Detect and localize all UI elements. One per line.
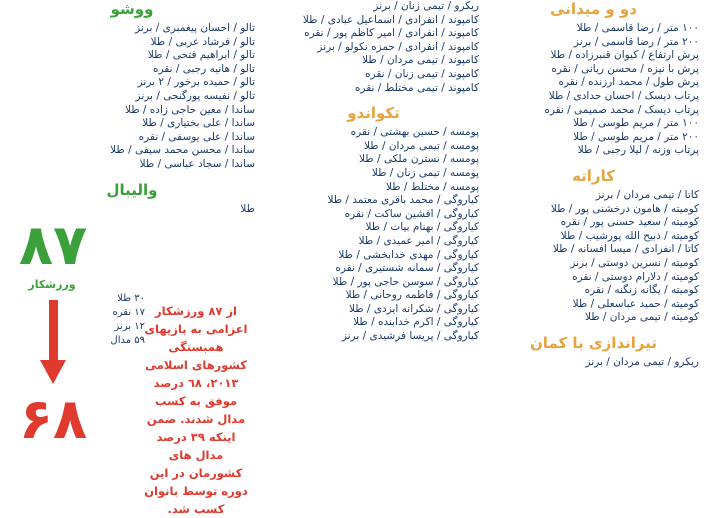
sport-title: کاراته xyxy=(572,166,615,185)
medal-entry: ریکرو / تیمی زنان / برنز xyxy=(373,0,479,12)
medal-entry: کومیته / تیمی مردان / طلا xyxy=(584,311,699,324)
medal-entry: تالو / فرشاد عربی / طلا xyxy=(150,35,255,48)
medal-entry: پومسه / حسین بهشتی / نقره xyxy=(350,126,479,139)
medal-entry: کومیته / نسرین دوستی / برنز xyxy=(570,256,699,269)
medal-count-total: ۵۹ مدال xyxy=(110,335,145,346)
sport-block-karate xyxy=(486,167,701,325)
medal-entry: کومیته / یگانه زنگنه / نقره xyxy=(584,284,699,297)
medal-entry: پرش ارتفاع / کیوان قنبرزاده / طلا xyxy=(550,49,699,62)
medal-entry: پومسه / مختلط / طلا xyxy=(385,180,479,193)
sport-block-wushu xyxy=(7,0,257,172)
medal-entry: ساندا / سجاد عباسی / طلا xyxy=(139,157,255,170)
medal-entry: پرش طول / محمد ارزنده / نقره xyxy=(558,76,699,89)
medal-entry: کیاروگی / افشین ساکت / نقره xyxy=(344,207,479,220)
medal-entry: پرش با نیزه / محسن ریانی / نقره xyxy=(551,62,699,75)
medal-entry: ۱۰۰ متر / مریم طوسی / طلا xyxy=(573,117,699,130)
medal-entry: تالو / احسان پیغمبری / برنز xyxy=(134,22,255,34)
medal-entry: کیاروگی / اکرم خدابنده / طلا xyxy=(353,316,479,329)
medal-count-gold: ۳۰ طلا xyxy=(117,293,145,304)
medal-count-silver: ۱۷ نقره xyxy=(112,307,145,318)
medal-entry: ساندا / محسن محمد سیفی / طلا xyxy=(110,144,255,157)
medal-entry: پومسه / تیمی مردان / طلا xyxy=(364,139,479,152)
sport-block-taekwondo xyxy=(266,104,481,344)
medal-entry: ساندا / علی یوسفی / نقره xyxy=(138,130,255,143)
medal-entry: کامپوند / تیمی مختلط / نقره xyxy=(354,81,479,94)
medal-entry: کیاروگی / سوسن حاجی پور / طلا xyxy=(332,275,479,288)
medal-entry: ساندا / معین حاجی زاده / طلا xyxy=(124,103,255,116)
medal-entry: ۲۰۰ متر / رضا قاسمی / برنز xyxy=(573,35,699,48)
column-middle xyxy=(266,0,481,353)
medal-entry: کومیته / هامون درخشنی پور / طلا xyxy=(550,202,699,215)
sport-title: ووشو xyxy=(110,0,154,18)
sport-title: والیبال xyxy=(106,180,158,199)
medal-entry: تالو / نفیسه پورگنجی / برنز xyxy=(135,89,255,102)
sport-block-archery xyxy=(486,334,701,370)
medal-breakdown xyxy=(89,292,145,348)
medal-entry: طلا xyxy=(240,202,255,215)
medal-entry: کامپوند / انفرادی / اسماعیل عبادی / طلا xyxy=(302,13,479,26)
medal-entry: کومیته / حمید عباسعلی / طلا xyxy=(572,297,699,310)
medal-entry: تالو / هانیه رجبی / نقره xyxy=(153,62,255,75)
medal-entry: کامپوند / انفرادی / حمزه نکولو / برنز xyxy=(317,40,479,53)
medal-entry: کیاروگی / شکرانه ایزدی / طلا xyxy=(348,302,479,315)
medal-entry: کیاروگی / فاطمه روحانی / طلا xyxy=(345,289,479,302)
medal-entry: کیاروگی / سمانه شستیری / نقره xyxy=(335,262,479,275)
sport-block-archery-cont xyxy=(266,0,481,95)
medal-entry: کیاروگی / پریسا فرشیدی / برنز xyxy=(341,330,479,343)
medal-entry: کاتا / تیمی مردان / برنز xyxy=(595,188,699,201)
medal-entry: ۲۰۰ متر / مریم طوسی / طلا xyxy=(573,130,699,143)
summary-text: از ۸۷ ورزشکار اعزامی به بازیهای همبستگی کشورهای اسلامی ۲۰۱۳، ٦۸ درصد موفق به کسب مدال شدند. ضمن اینکه ۳۹ درصد مدال های کشورمان در این دوره توسط بانوان کسب شد. xyxy=(144,304,248,516)
medal-entry: پرتاب دیسک / احسان حدادی / طلا xyxy=(548,89,699,102)
column-right xyxy=(486,0,701,378)
medal-entry: کیاروگی / محمد باقری معتمد / طلا xyxy=(327,194,479,207)
sport-title: تکواندو xyxy=(347,104,400,123)
medal-entry: پرتاب وزنه / لیلا رجبی / طلا xyxy=(577,144,699,157)
sport-title: دو و میدانی xyxy=(550,0,637,18)
total-athletes-number: ۸۷ xyxy=(18,213,88,278)
medal-entry: پرتاب دیسک / محمد صمیمی / نقره xyxy=(544,103,699,116)
medal-entry: کامپوند / تیمی مردان / طلا xyxy=(362,54,479,67)
medal-entry: کیاروگی / امیر عمیدی / طلا xyxy=(358,234,479,247)
column-left xyxy=(7,0,257,225)
medal-entry: پومسه / تیمی زنان / طلا xyxy=(371,166,479,179)
medal-entry: ساندا / علی بختیاری / طلا xyxy=(142,117,255,130)
sport-title: تیراندازی با کمان xyxy=(530,333,657,352)
medal-entry: کامپوند / انفرادی / امیر کاظم پور / نقره xyxy=(304,27,479,40)
stats-graphic xyxy=(7,196,257,516)
medal-entry: کیاروگی / مهدی خدابخشی / طلا xyxy=(338,248,479,261)
athletes-label: ورزشکار xyxy=(28,278,76,291)
medal-entry: پومسه / نسترن ملکی / طلا xyxy=(359,153,479,166)
sport-block-athletics xyxy=(486,0,701,158)
medal-entry: کاتا / انفرادی / میسا افسانه / طلا xyxy=(552,243,699,256)
medal-entry: کومیته / دلارام دوستی / نقره xyxy=(572,270,699,283)
medal-entry: کامپوند / تیمی زنان / نقره xyxy=(365,67,479,80)
medal-entry: ریکرو / تیمی مردان / برنز xyxy=(585,355,699,368)
medal-entry: کومیته / سعید حسنی پور / نقره xyxy=(560,216,699,229)
medal-entry: ۱۰۰ متر / رضا قاسمی / طلا xyxy=(576,22,699,34)
medal-entry: کومیته / ذبیح الله پورشیب / طلا xyxy=(560,229,699,242)
medal-entry: کیاروگی / بهنام بیات / طلا xyxy=(365,221,479,234)
medal-entry: تالو / حمیده برخور / ۲ برنز xyxy=(137,76,255,89)
medalists-number: ۶۸ xyxy=(18,387,88,452)
medal-entry: تالو / ابراهیم فتحی / طلا xyxy=(147,49,255,62)
medal-count-bronze: ۱۲ برنز xyxy=(114,321,145,332)
down-arrow-icon xyxy=(45,300,61,386)
